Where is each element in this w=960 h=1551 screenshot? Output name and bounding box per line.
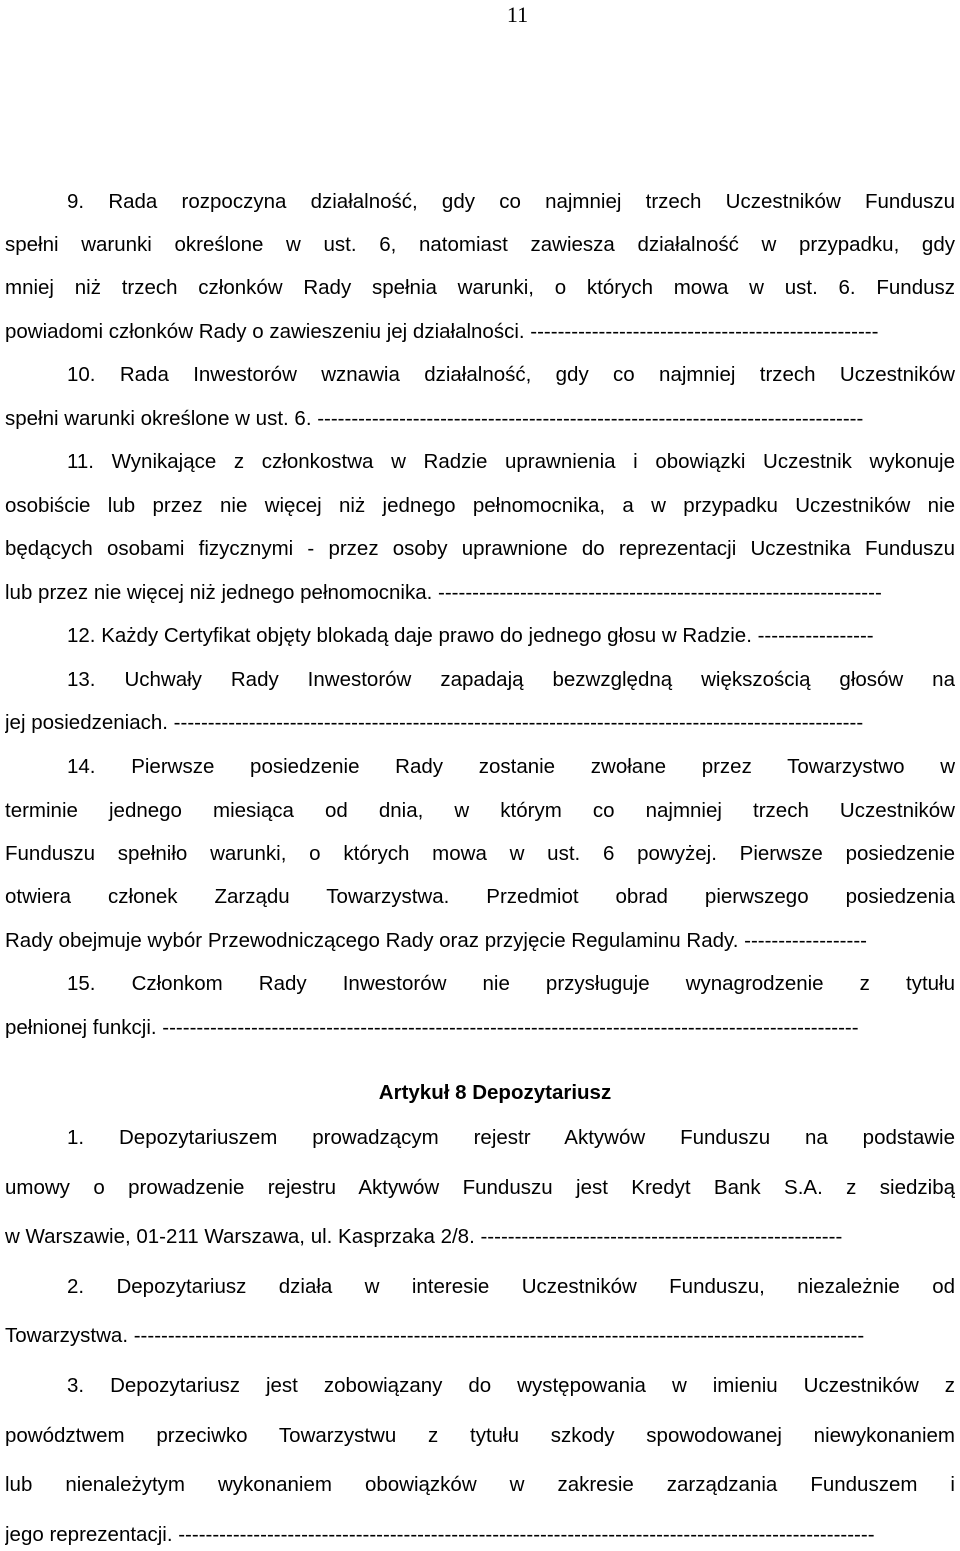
text-line-a3-l2: powództwem przeciwko Towarzystwu z tytułu szkody spowodowanej niewykonaniem xyxy=(5,1424,955,1447)
text-line-p15-l2: pełnionej funkcji. ------------------------------------------------------------------------------------------------------ xyxy=(5,1016,859,1039)
text-line-p9-l2: spełni warunki określone w ust. 6, natomiast zawiesza działalność w przypadku, gdy xyxy=(5,233,955,256)
text-line-a2-l2: Towarzystwa. ----------------------------------------------------------------------------------------------------------- xyxy=(5,1324,865,1347)
text-line-p15-l1: 15. Członkom Rady Inwestorów nie przysługuje wynagrodzenie z tytułu xyxy=(67,972,955,995)
text-line-p9-l1: 9. Rada rozpoczyna działalność, gdy co najmniej trzech Uczestników Funduszu xyxy=(67,190,955,213)
text-line-p14-l1: 14. Pierwsze posiedzenie Rady zostanie zwołane przez Towarzystwo w xyxy=(67,755,955,778)
text-line-a1-l3: w Warszawie, 01-211 Warszawa, ul. Kasprzaka 2/8. ----------------------------------------------------- xyxy=(5,1225,843,1248)
text-line-p9-l4: powiadomi członków Rady o zawieszeniu jej działalności. --------------------------------------------------- xyxy=(5,320,879,343)
text-line-p12-l1: 12. Każdy Certyfikat objęty blokadą daje prawo do jednego głosu w Radzie. ----------------- xyxy=(67,624,874,647)
text-line-p14-l4: otwiera członek Zarządu Towarzystwa. Przedmiot obrad pierwszego posiedzenia xyxy=(5,885,955,908)
text-line-p11-l3: będących osobami fizycznymi - przez osoby uprawnione do reprezentacji Uczestnika Funduszu xyxy=(5,537,955,560)
text-line-p10-l1: 10. Rada Inwestorów wznawia działalność, gdy co najmniej trzech Uczestników xyxy=(67,363,955,386)
text-line-a1-l2: umowy o prowadzenie rejestru Aktywów Funduszu jest Kredyt Bank S.A. z siedzibą xyxy=(5,1176,955,1199)
text-line-a3-l1: 3. Depozytariusz jest zobowiązany do występowania w imieniu Uczestników z xyxy=(67,1374,955,1397)
text-line-a3-l3: lub nienależytym wykonaniem obowiązków w zakresie zarządzania Funduszem i xyxy=(5,1473,955,1496)
text-line-p13-l2: jej posiedzeniach. ----------------------------------------------------------------------------------------------------- xyxy=(5,711,864,734)
text-line-a1-l1: 1. Depozytariuszem prowadzącym rejestr Aktywów Funduszu na podstawie xyxy=(67,1126,955,1149)
text-line-p11-l4: lub przez nie więcej niż jednego pełnomocnika. ----------------------------------------------------------------- xyxy=(5,581,882,604)
article-heading: Artykuł 8 Depozytariusz xyxy=(378,1081,612,1104)
page-number: 11 xyxy=(506,2,529,27)
text-line-p9-l3: mniej niż trzech członków Rady spełnia warunki, o których mowa w ust. 6. Fundusz xyxy=(5,276,955,299)
text-line-p11-l2: osobiście lub przez nie więcej niż jednego pełnomocnika, a w przypadku Uczestników nie xyxy=(5,494,955,517)
text-line-p11-l1: 11. Wynikające z członkostwa w Radzie uprawnienia i obowiązki Uczestnik wykonuje xyxy=(67,450,955,473)
text-line-a2-l1: 2. Depozytariusz działa w interesie Uczestników Funduszu, niezależnie od xyxy=(67,1275,955,1298)
text-line-p14-l3: Funduszu spełniło warunki, o których mowa w ust. 6 powyżej. Pierwsze posiedzenie xyxy=(5,842,955,865)
text-line-p14-l2: terminie jednego miesiąca od dnia, w którym co najmniej trzech Uczestników xyxy=(5,799,955,822)
text-line-p14-l5: Rady obejmuje wybór Przewodniczącego Rady oraz przyjęcie Regulaminu Rady. ------------------ xyxy=(5,929,867,952)
text-line-p13-l1: 13. Uchwały Rady Inwestorów zapadają bezwzględną większością głosów na xyxy=(67,668,955,691)
text-line-p10-l2: spełni warunki określone w ust. 6. -------------------------------------------------------------------------------- xyxy=(5,407,864,430)
text-line-a3-l4: jego reprezentacji. ------------------------------------------------------------------------------------------------------ xyxy=(5,1523,875,1546)
